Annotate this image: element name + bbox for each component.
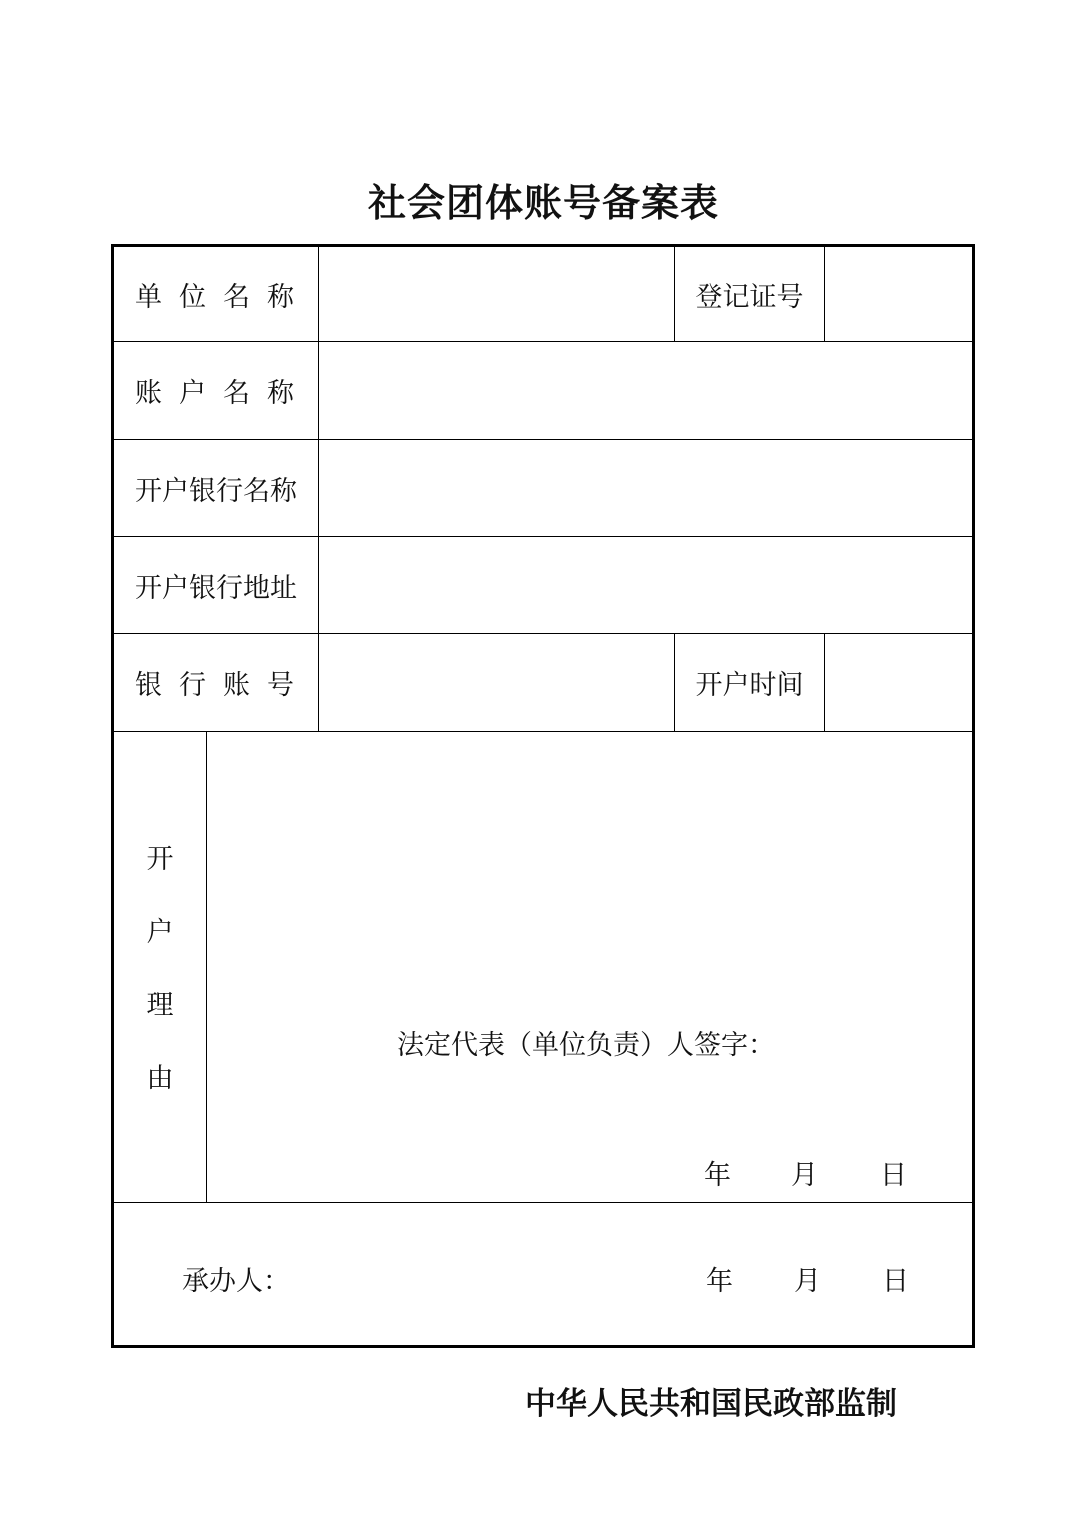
unit-name-field[interactable] <box>319 247 674 341</box>
open-date-label: 开户时间 <box>695 670 804 701</box>
open-reason-field[interactable] <box>207 732 972 992</box>
open-reason-char: 开 <box>146 844 174 875</box>
handler-date-month: 月 <box>794 1266 821 1297</box>
registration-no-field[interactable] <box>825 247 972 341</box>
handler-field[interactable] <box>294 1237 674 1317</box>
reason-date-day: 日 <box>880 1160 907 1191</box>
registration-form-table <box>111 244 975 1348</box>
unit-name-label: 单位名称 <box>135 281 311 313</box>
reason-date-month: 月 <box>791 1160 818 1191</box>
handler-date-day: 日 <box>882 1266 909 1297</box>
legal-representative-signature-label: 法定代表（单位负责）人签字： <box>397 1030 775 1061</box>
bank-account-field[interactable] <box>319 634 674 731</box>
bank-account-label: 银行账号 <box>135 670 311 701</box>
bank-address-field[interactable] <box>319 537 972 633</box>
bank-name-field[interactable] <box>319 440 972 536</box>
open-reason-label <box>114 733 206 1205</box>
open-reason-char: 理 <box>146 990 174 1021</box>
reason-date-year: 年 <box>704 1160 731 1191</box>
row-divider <box>114 1202 972 1203</box>
handler-date-year: 年 <box>706 1266 733 1297</box>
open-reason-char: 由 <box>146 1063 174 1094</box>
handler-label: 承办人： <box>182 1266 290 1297</box>
bank-address-label: 开户银行地址 <box>135 572 297 604</box>
open-date-field[interactable] <box>825 634 972 731</box>
open-reason-char: 户 <box>146 917 174 948</box>
account-name-field[interactable] <box>319 342 972 439</box>
registration-no-label: 登记证号 <box>695 281 804 313</box>
bank-name-label: 开户银行名称 <box>135 475 297 507</box>
form-title: 社会团体账号备案表 <box>367 181 719 225</box>
issuer-footer: 中华人民共和国民政部监制 <box>525 1386 897 1422</box>
account-name-label: 账户名称 <box>135 378 311 409</box>
